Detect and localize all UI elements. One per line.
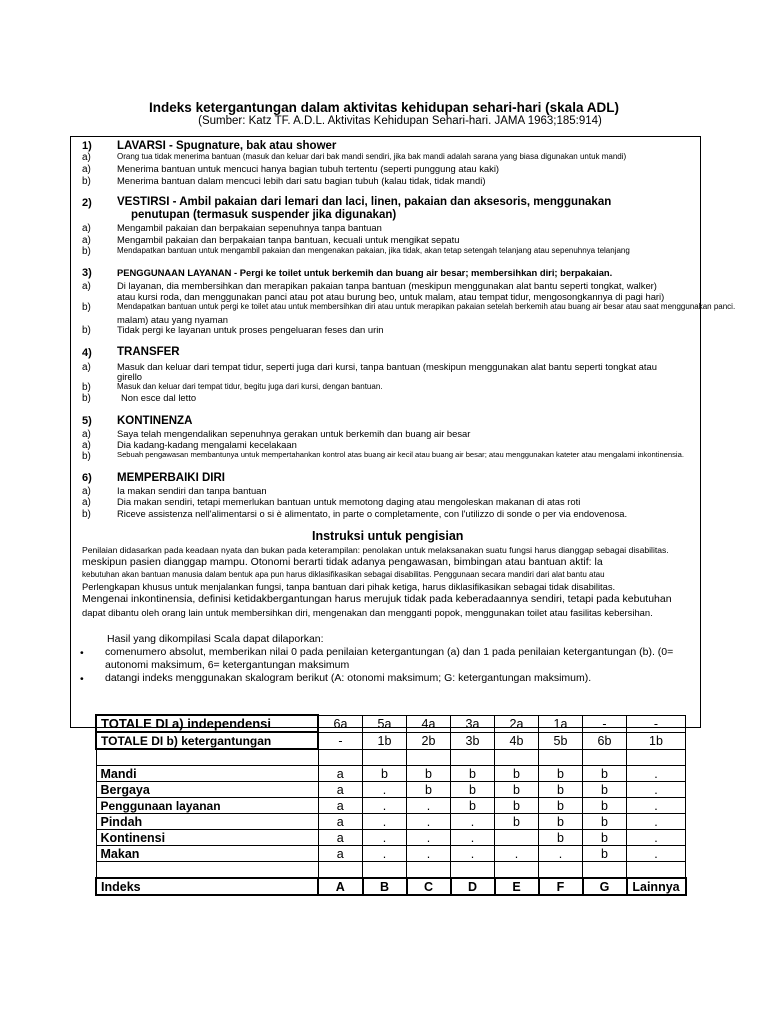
item-label: a) xyxy=(82,497,91,508)
section-number: 6) xyxy=(82,472,92,484)
item-label: a) xyxy=(82,486,91,497)
table-cell: . xyxy=(495,846,539,862)
bullet-text: datangi indeks menggunakan skalogram berikut (A: otonomi maksimum; G: ketergantungan maksimum). xyxy=(105,672,592,684)
item-label: a) xyxy=(82,235,91,246)
item-label: a) xyxy=(82,362,91,373)
bullet-icon: • xyxy=(80,673,84,685)
row-label: Bergaya xyxy=(96,782,318,798)
item-text-cont: girello xyxy=(117,371,143,382)
section-heading-cont: penutupan (termasuk suspender jika digunakan) xyxy=(131,209,397,221)
report-intro: Hasil yang dikompilasi Scala dapat dilaporkan: xyxy=(107,633,324,645)
table-cell: . xyxy=(451,830,495,846)
index-cell: G xyxy=(583,878,627,895)
table-cell: . xyxy=(451,814,495,830)
table-cell: 3a xyxy=(451,715,495,732)
table-cell: b xyxy=(363,766,407,782)
bullet-text: comenumero absolut, memberikan nilai 0 pada penilaian ketergantungan (a) dan 1 pada penilaian ketergantungan (b). (0= xyxy=(105,646,674,658)
section-number: 2) xyxy=(82,197,92,209)
item-label: b) xyxy=(82,325,91,336)
item-label: a) xyxy=(82,164,91,175)
table-cell: 6a xyxy=(318,715,363,732)
table-cell: 2a xyxy=(495,715,539,732)
table-cell xyxy=(495,830,539,846)
table-cell: b xyxy=(451,798,495,814)
table-cell: 3b xyxy=(451,732,495,749)
row-label: Penggunaan layanan xyxy=(96,798,318,814)
table-cell: b xyxy=(539,782,583,798)
table-cell: . xyxy=(627,814,686,830)
table-cell: b xyxy=(495,814,539,830)
table-row xyxy=(96,798,686,814)
instruction-line: kebutuhan akan bantuan manusia dalam bentuk apa pun harus diklasifikasikan sebagai disabilitas. Penggunaan secara mandiri dari alat bantu atau xyxy=(82,570,605,579)
table-cell: . xyxy=(539,846,583,862)
table-cell: b xyxy=(451,766,495,782)
item-label: a) xyxy=(82,440,91,451)
table-cell: 5b xyxy=(539,732,583,749)
table-row xyxy=(96,715,686,732)
table-cell: . xyxy=(627,830,686,846)
section-number: 1) xyxy=(82,140,92,152)
table-spacer-row xyxy=(96,862,686,879)
item-label: a) xyxy=(82,223,91,234)
index-cell: A xyxy=(318,878,363,895)
item-text: Ia makan sendiri dan tanpa bantuan xyxy=(117,485,267,496)
item-text: Masuk dan keluar dari tempat tidur, begitu juga dari kursi, dengan bantuan. xyxy=(117,382,383,391)
table-cell: 6b xyxy=(583,732,627,749)
section-heading: PENGGUNAAN LAYANAN - Pergi ke toilet untuk berkemih dan buang air besar; membersihkan diri; berpakaian. xyxy=(117,267,613,278)
table-cell: a xyxy=(318,814,363,830)
table-cell: b xyxy=(451,782,495,798)
row-label: TOTALE DI a) independensi xyxy=(96,715,318,732)
section-number: 4) xyxy=(82,347,92,359)
index-cell: F xyxy=(539,878,583,895)
instructions-title: Instruksi untuk pengisian xyxy=(312,529,464,543)
section-number: 5) xyxy=(82,415,92,427)
item-text: Di layanan, dia membersihkan dan merapikan pakaian tanpa bantuan (meskipun menggunakan alat bantu seperti tongkat, walker) xyxy=(117,280,657,291)
table-cell: - xyxy=(318,732,363,749)
table-cell: b xyxy=(539,814,583,830)
item-text: Tidak pergi ke layanan untuk proses pengeluaran feses dan urin xyxy=(117,324,384,335)
table-cell: b xyxy=(583,782,627,798)
item-label: b) xyxy=(82,393,91,404)
item-label: a) xyxy=(82,281,91,292)
table-cell: . xyxy=(451,846,495,862)
page-title: Indeks ketergantungan dalam aktivitas kehidupan sehari-hari (skala ADL) xyxy=(149,100,619,115)
item-text-cont: atau kursi roda, dan menggunakan panci atau pot atau burung beo, untuk malam, atau tempat tidur, mengosongkannya di pagi hari) xyxy=(117,291,665,302)
item-label: b) xyxy=(82,302,91,313)
item-text: Mendapatkan bantuan untuk mengambil pakaian dan mengenakan pakaian, jika tidak, akan tetap setengah telanjang atau sepenuhnya telanjang xyxy=(117,246,630,255)
table-cell: a xyxy=(318,798,363,814)
table-cell: - xyxy=(583,715,627,732)
table-row xyxy=(96,830,686,846)
item-text: Mengambil pakaian dan berpakaian tanpa bantuan, kecuali untuk mengikat sepatu xyxy=(117,234,460,245)
row-label: Pindah xyxy=(96,814,318,830)
section-number: 3) xyxy=(82,267,92,279)
item-label: a) xyxy=(82,152,91,163)
page-subtitle: (Sumber: Katz TF. A.D.L. Aktivitas Kehidupan Sehari-hari. JAMA 1963;185:914) xyxy=(198,115,602,127)
table-cell: . xyxy=(627,766,686,782)
instruction-line: meskipun pasien dianggap mampu. Otonomi berarti tidak adanya pengawasan, bimbingan atau bantuan aktif: la xyxy=(82,556,603,568)
table-cell: - xyxy=(627,715,686,732)
table-row xyxy=(96,766,686,782)
table-cell: . xyxy=(363,846,407,862)
row-label: TOTALE DI b) ketergantungan xyxy=(96,732,318,749)
item-text: Mendapatkan bantuan untuk pergi ke toilet atau untuk membersihkan diri atau untuk merapikan pakaian setelah berkemih atau buang air besar atau saat menggunakan panci. xyxy=(117,302,736,311)
item-text: Masuk dan keluar dari tempat tidur, seperti juga dari kursi, tanpa bantuan (meskipun menggunakan alat bantu seperti tongkat atau xyxy=(117,361,657,372)
section-heading: KONTINENZA xyxy=(117,415,193,427)
section-heading: MEMPERBAIKI DIRI xyxy=(117,472,225,484)
instruction-line: dapat dibantu oleh orang lain untuk membersihkan diri, mengenakan dan mengganti popok, menggunakan toilet atau fasilitas kebersihan. xyxy=(82,607,653,618)
item-text: Menerima bantuan untuk mencuci hanya bagian tubuh tertentu (seperti punggung atau kaki) xyxy=(117,163,500,174)
item-text: Sebuah pengawasan membantunya untuk mempertahankan kontrol atas buang air kecil atau buang air besar; atau menggunakan kateter atau mengalami inkontinensia. xyxy=(117,450,684,459)
table-cell: 2b xyxy=(407,732,451,749)
index-cell: B xyxy=(363,878,407,895)
table-cell: 4a xyxy=(407,715,451,732)
item-label: b) xyxy=(82,451,91,462)
table-cell: . xyxy=(627,846,686,862)
item-text: Non esce dal letto xyxy=(121,392,197,403)
section-heading: LAVARSI - Spugnature, bak atau shower xyxy=(117,140,337,152)
table-cell: . xyxy=(363,798,407,814)
table-row xyxy=(96,732,686,749)
table-cell: 1b xyxy=(627,732,686,749)
instruction-line: Perlengkapan khusus untuk menjalankan fungsi, tanpa bantuan dari pihak ketiga, harus diklasifikasikan sebagai tidak disabilitas. xyxy=(82,581,616,592)
section-heading: VESTIRSI - Ambil pakaian dari lemari dan laci, linen, pakaian dan aksesoris, menggunakan xyxy=(117,196,612,208)
table-cell: b xyxy=(583,798,627,814)
table-cell: b xyxy=(495,798,539,814)
item-label: b) xyxy=(82,382,91,393)
table-cell: 1b xyxy=(363,732,407,749)
table-cell: a xyxy=(318,846,363,862)
table-cell: b xyxy=(407,782,451,798)
table-row xyxy=(96,814,686,830)
table-cell: b xyxy=(539,830,583,846)
table-cell: 5a xyxy=(363,715,407,732)
row-label: Kontinensi xyxy=(96,830,318,846)
table-cell: . xyxy=(363,830,407,846)
item-text: Orang tua tidak menerima bantuan (masuk dan keluar dari bak mandi sendiri, jika bak mandi adalah sarana yang biasa digunakan untuk mandi) xyxy=(117,152,627,161)
adl-content-box xyxy=(70,136,736,728)
item-label: b) xyxy=(82,176,91,187)
table-cell: b xyxy=(583,846,627,862)
index-cell: E xyxy=(495,878,539,895)
table-cell: b xyxy=(495,782,539,798)
item-text: Mengambil pakaian dan berpakaian sepenuhnya tanpa bantuan xyxy=(117,222,382,233)
table-row xyxy=(96,846,686,862)
instruction-line: Penilaian didasarkan pada keadaan nyata dan bukan pada keterampilan: penolakan untuk melaksanakan suatu fungsi harus dianggap sebagai disabilitas. xyxy=(82,545,669,555)
table-cell: . xyxy=(627,798,686,814)
item-text: Dia kadang-kadang mengalami kecelakaan xyxy=(117,439,297,450)
table-cell: . xyxy=(627,782,686,798)
table-cell: . xyxy=(363,814,407,830)
item-text: Saya telah mengendalikan sepenuhnya gerakan untuk berkemih dan buang air besar xyxy=(117,428,471,439)
table-row xyxy=(96,782,686,798)
table-cell: a xyxy=(318,766,363,782)
table-cell: . xyxy=(407,798,451,814)
table-cell: a xyxy=(318,782,363,798)
item-text: Dia makan sendiri, tetapi memerlukan bantuan untuk memotong daging atau mengoleskan makanan di atas roti xyxy=(117,496,581,507)
index-cell: Lainnya xyxy=(627,878,686,895)
row-label: Makan xyxy=(96,846,318,862)
table-cell: a xyxy=(318,830,363,846)
instruction-line: Mengenai inkontinensia, definisi ketidakbergantungan harus merujuk tidak pada keberadaannya sendiri, tetapi pada kebutuhan xyxy=(82,593,672,605)
row-label: Mandi xyxy=(96,766,318,782)
bullet-icon: • xyxy=(80,647,84,659)
index-cell: C xyxy=(407,878,451,895)
table-cell: . xyxy=(407,846,451,862)
table-cell: b xyxy=(583,766,627,782)
table-cell: 4b xyxy=(495,732,539,749)
table-cell: b xyxy=(407,766,451,782)
index-cell: D xyxy=(451,878,495,895)
skalogram-table xyxy=(95,714,687,896)
table-cell: b xyxy=(495,766,539,782)
table-cell: b xyxy=(583,830,627,846)
bullet-text-cont: autonomi maksimum, 6= ketergantungan maksimum xyxy=(105,659,350,671)
table-spacer-row xyxy=(96,749,686,766)
table-cell: . xyxy=(407,830,451,846)
item-label: b) xyxy=(82,246,91,257)
table-cell: 1a xyxy=(539,715,583,732)
item-label: a) xyxy=(82,429,91,440)
table-cell: . xyxy=(363,782,407,798)
item-text: Riceve assistenza nell'alimentarsi o si è alimentato, in parte o completamente, con l'utilizzo di sonde o per via endovenosa. xyxy=(117,508,628,519)
row-label: Indeks xyxy=(96,878,318,895)
table-row xyxy=(96,878,686,895)
section-heading: TRANSFER xyxy=(117,346,180,358)
table-cell: b xyxy=(539,798,583,814)
table-cell: . xyxy=(407,814,451,830)
table-cell: b xyxy=(539,766,583,782)
item-label: b) xyxy=(82,509,91,520)
item-text-cont: malam) atau yang nyaman xyxy=(117,314,228,325)
item-text: Menerima bantuan dalam mencuci lebih dari satu bagian tubuh (kalau tidak, tidak mandi) xyxy=(117,175,486,186)
table-cell: b xyxy=(583,814,627,830)
